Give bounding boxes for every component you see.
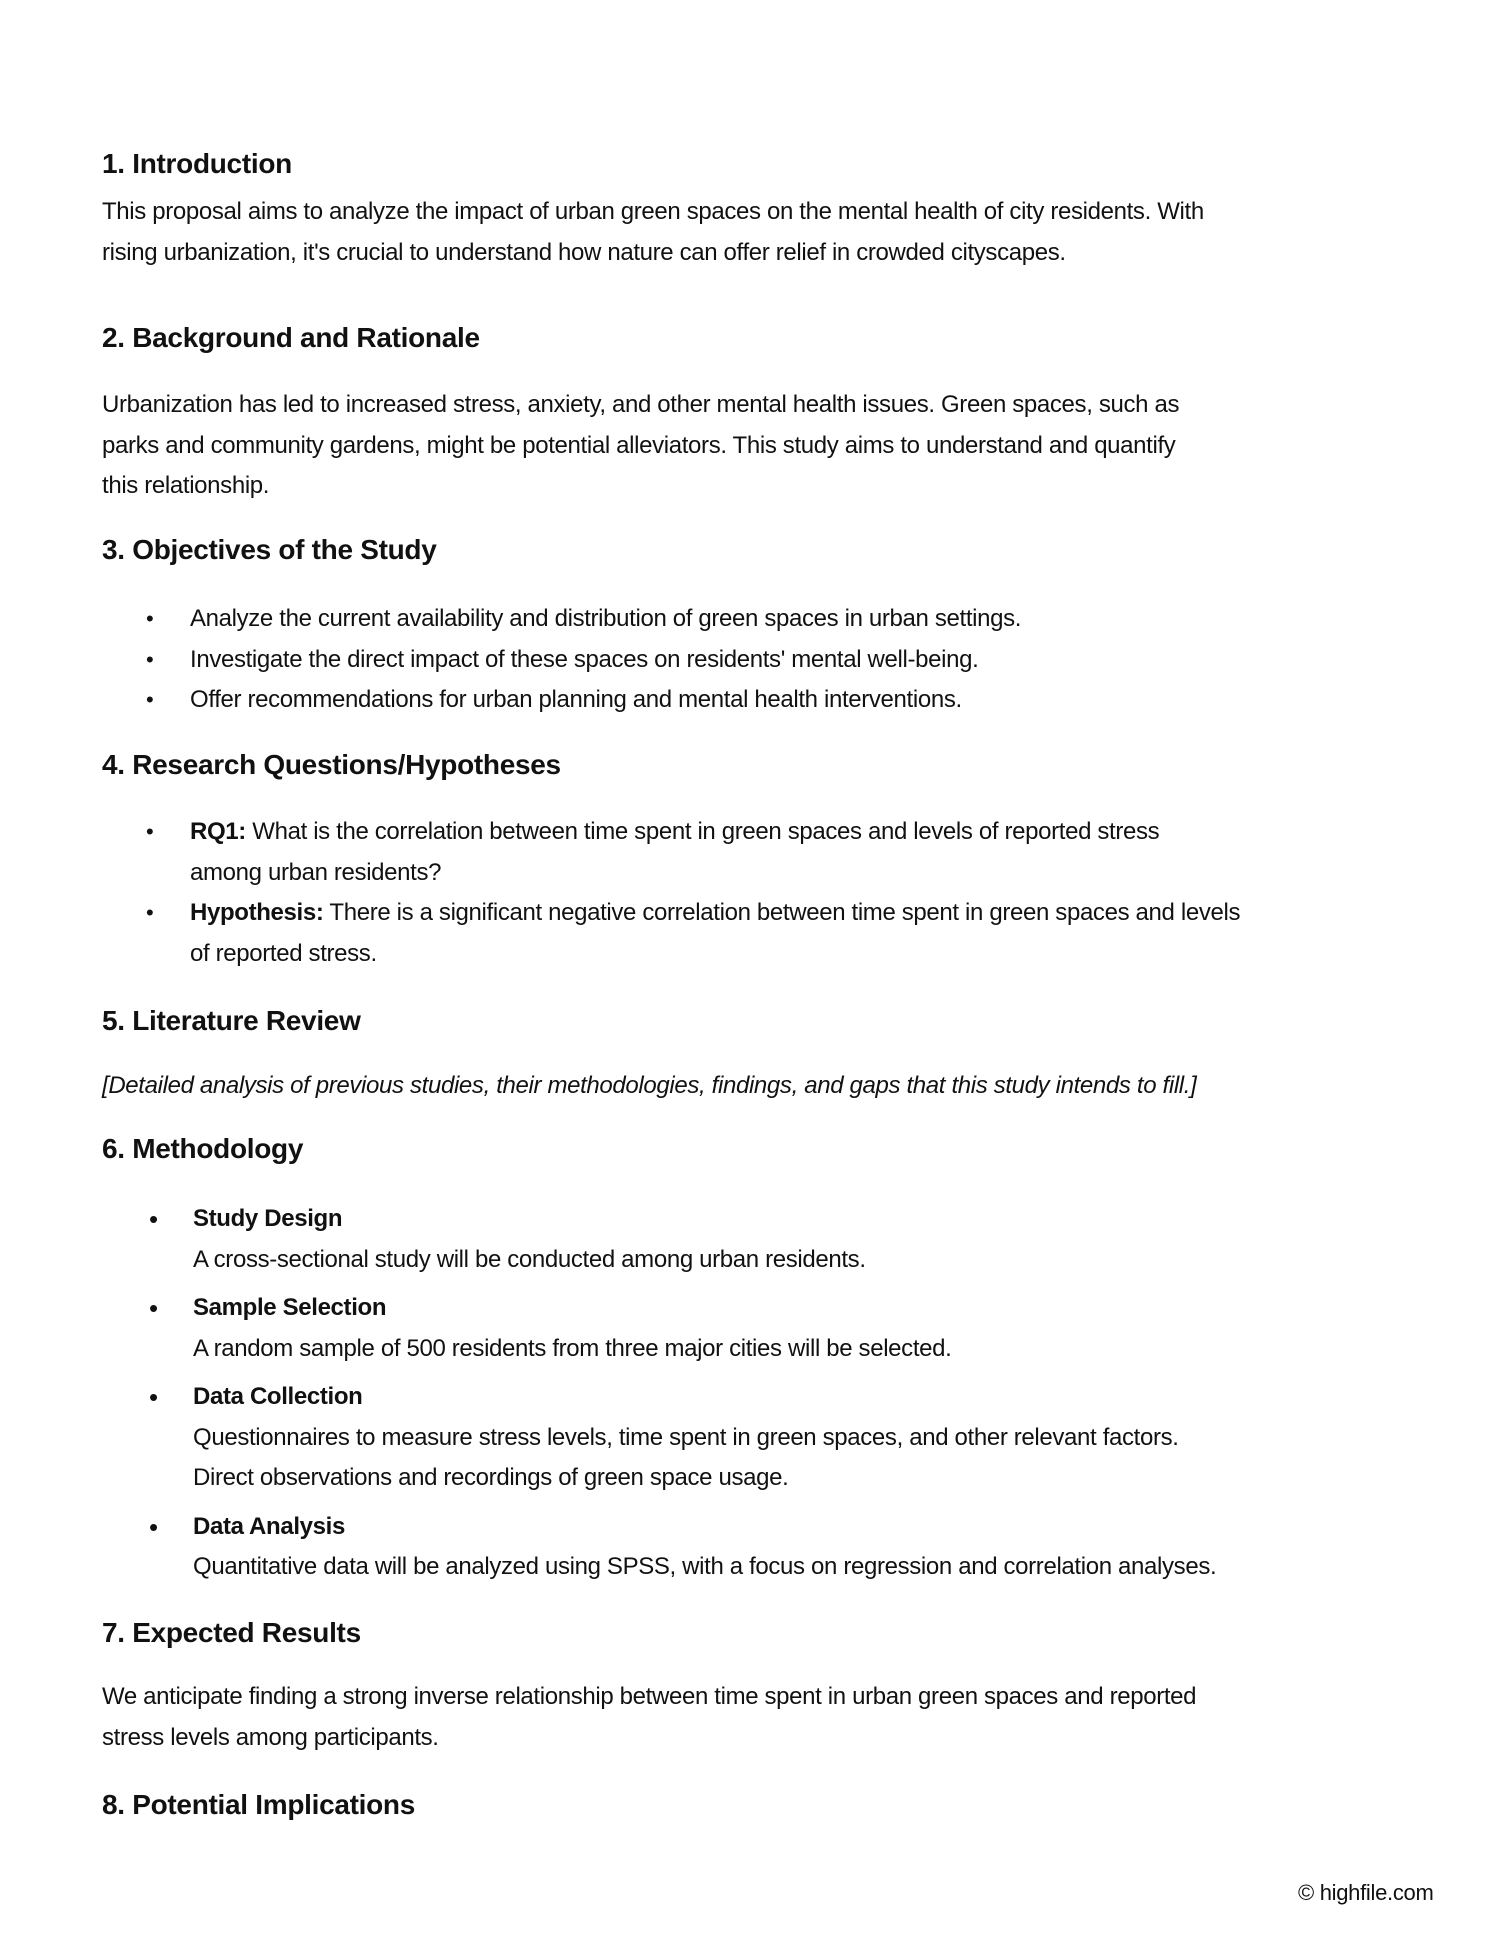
section-heading-literature-review: 5. Literature Review xyxy=(102,1005,361,1036)
list-item xyxy=(0,1377,1216,1499)
item-text: A random sample of 500 residents from three major cities will be selected. xyxy=(193,1334,952,1362)
item-label: Hypothesis: xyxy=(190,899,324,926)
item-title: Data Collection xyxy=(193,1383,363,1410)
section-heading-potential-implications: 8. Potential Implications xyxy=(102,1789,416,1820)
section-heading-expected-results: 7. Expected Results xyxy=(102,1617,361,1648)
paragraph-line: This proposal aims to analyze the impact of urban green spaces on the mental health of city residents. With xyxy=(102,198,1204,225)
paragraph-line: parks and community gardens, might be potential alleviators. This study aims to understand and quantify xyxy=(102,431,1176,459)
item-title: Study Design xyxy=(193,1205,343,1232)
list-item xyxy=(0,1507,1216,1588)
expected-results-paragraph xyxy=(102,1677,1196,1758)
bullet-icon: • xyxy=(146,606,154,631)
section-heading-introduction: 1. Introduction xyxy=(102,148,292,179)
bullet-icon: • xyxy=(146,900,154,925)
list-item xyxy=(0,893,1240,974)
methodology-list xyxy=(0,1199,1216,1596)
objective-text: Investigate the direct impact of these spaces on residents' mental well-being. xyxy=(190,645,979,673)
paragraph-line: We anticipate finding a strong inverse relationship between time spent in urban green spaces and reported xyxy=(102,1683,1197,1710)
item-text: among urban residents? xyxy=(190,858,442,886)
paragraph-line: stress levels among participants. xyxy=(102,1723,439,1751)
bullet-icon: • xyxy=(146,819,154,844)
item-label: RQ1: xyxy=(190,818,246,845)
list-item xyxy=(0,599,1021,640)
objectives-list xyxy=(0,599,1021,721)
section-heading-research-questions: 4. Research Questions/Hypotheses xyxy=(102,749,561,780)
section-heading-objectives: 3. Objectives of the Study xyxy=(102,534,437,565)
bullet-icon: • xyxy=(146,646,154,672)
objective-text: Offer recommendations for urban planning and mental health interventions. xyxy=(190,686,962,713)
item-text: Questionnaires to measure stress levels, time spent in green spaces, and other relevant factors. xyxy=(193,1423,1179,1451)
item-title: Data Analysis xyxy=(193,1512,345,1540)
item-text: Direct observations and recordings of green space usage. xyxy=(193,1464,789,1491)
section-heading-background: 2. Background and Rationale xyxy=(102,322,480,353)
item-title: Sample Selection xyxy=(193,1294,387,1321)
list-item xyxy=(0,1199,1216,1280)
introduction-paragraph xyxy=(102,192,1204,273)
paragraph-line: Urbanization has led to increased stress, anxiety, and other mental health issues. Green spaces, such as xyxy=(102,391,1180,418)
paragraph-line: [Detailed analysis of previous studies, their methodologies, findings, and gaps that this study intends to fill.] xyxy=(102,1072,1197,1099)
list-item xyxy=(0,640,1021,681)
background-paragraph xyxy=(102,385,1179,507)
literature-review-placeholder xyxy=(102,1066,1196,1107)
list-item xyxy=(0,812,1240,893)
bullet-icon: • xyxy=(149,1511,158,1542)
bullet-icon: • xyxy=(146,687,154,712)
item-text: A cross-sectional study will be conducted among urban residents. xyxy=(193,1245,866,1273)
section-heading-methodology: 6. Methodology xyxy=(102,1133,304,1164)
objective-text: Analyze the current availability and distribution of green spaces in urban settings. xyxy=(190,605,1022,632)
list-item xyxy=(0,680,1021,721)
bullet-icon: • xyxy=(149,1382,158,1412)
item-text: There is a significant negative correlation between time spent in green spaces and levels xyxy=(323,899,1241,926)
bullet-icon: • xyxy=(149,1204,158,1234)
item-text: What is the correlation between time spent in green spaces and levels of reported stress xyxy=(245,818,1160,845)
paragraph-line: rising urbanization, it's crucial to understand how nature can offer relief in crowded cityscapes. xyxy=(102,238,1066,266)
item-text: Quantitative data will be analyzed using SPSS, with a focus on regression and correlation analyses. xyxy=(193,1553,1217,1580)
research-questions-list xyxy=(0,812,1240,974)
paragraph-line: this relationship. xyxy=(102,472,270,499)
item-text: of reported stress. xyxy=(190,939,377,967)
list-item xyxy=(0,1288,1216,1369)
copyright-footer: © highfile.com xyxy=(1298,1880,1434,1905)
bullet-icon: • xyxy=(149,1293,158,1323)
